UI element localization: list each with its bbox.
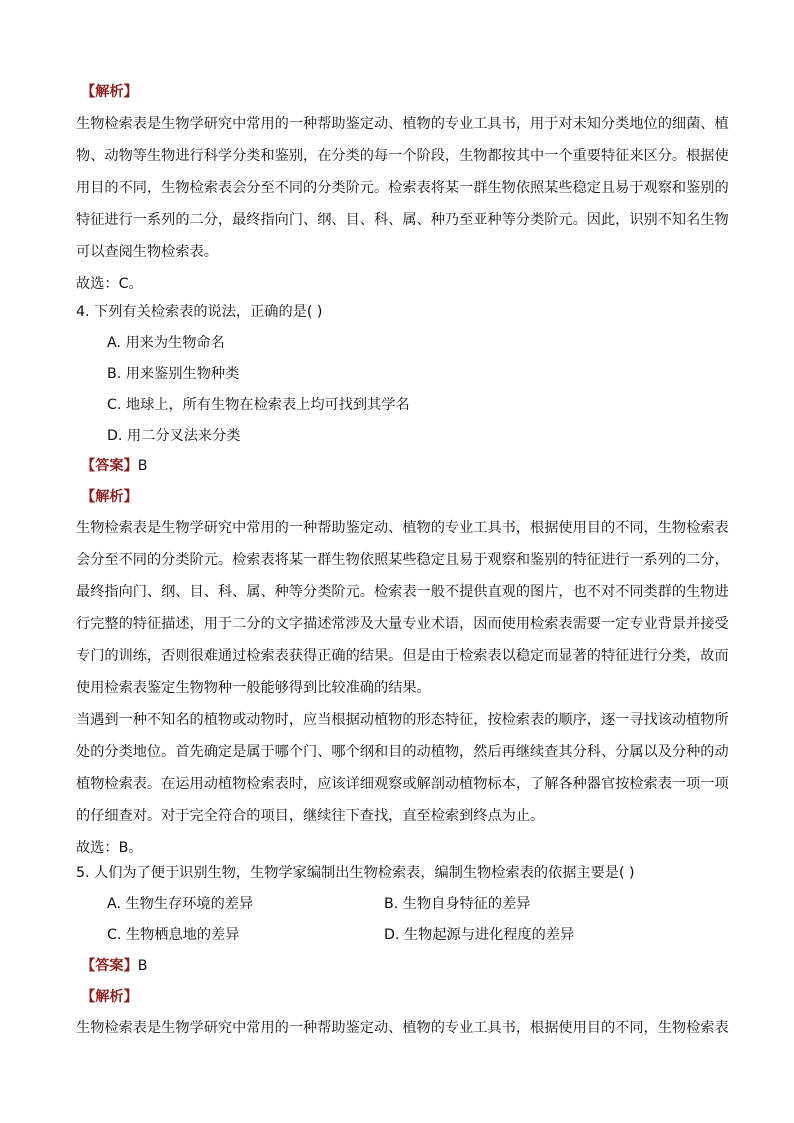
analysis-line: 行完整的特征描述，用于二分的文字描述常涉及大量专业术语，因而使用检索表需要一定专业背景并接受 — [76, 616, 729, 632]
analysis-line: 植物检索表。在运用动植物检索表时，应该详细观察或解剖动植物标本，了解各种器官按检索表一项一项 — [76, 776, 729, 792]
analysis-line: 特征进行一系列的二分，最终指向门、纲、目、科、属、种乃至亚种等分类阶元。因此，识别不知名生物 — [76, 212, 729, 228]
option-b: B. 生物自身特征的差异 — [384, 896, 531, 912]
choice-line: 故选：C。 — [76, 276, 143, 292]
analysis-line: 生物检索表是生物学研究中常用的一种帮助鉴定动、植物的专业工具书，根据使用目的不同，生物检索表 — [76, 520, 729, 536]
analysis-label: 【解析】 — [81, 489, 138, 505]
choice-line: 故选：B。 — [76, 840, 143, 856]
analysis-line: 可以查阅生物检索表。 — [76, 244, 218, 260]
answer-label: 【答案】 — [81, 458, 138, 474]
option-d: D. 用二分叉法来分类 — [107, 428, 241, 444]
analysis-line: 最终指向门、纲、目、科、属、种等分类阶元。检索表一般不提供直观的图片，也不对不同类群的生物进 — [76, 584, 729, 600]
analysis-tag — [81, 987, 138, 1007]
question-stem-5: 5. 人们为了便于识别生物，生物学家编制出生物检索表，编制生物检索表的依据主要是( ) — [76, 865, 635, 881]
answer-line — [81, 956, 148, 976]
analysis-line: 生物检索表是生物学研究中常用的一种帮助鉴定动、植物的专业工具书，用于对未知分类地位的细菌、植 — [76, 116, 729, 132]
analysis-line: 生物检索表是生物学研究中常用的一种帮助鉴定动、植物的专业工具书，根据使用目的不同，生物检索表 — [76, 1020, 729, 1036]
option-a: A. 生物生存环境的差异 — [107, 896, 254, 912]
analysis-line: 会分至不同的分类阶元。检索表将某一群生物依照某些稳定且易于观察和鉴别的特征进行一系列的二分， — [76, 552, 729, 568]
option-d: D. 生物起源与进化程度的差异 — [384, 927, 575, 943]
answer-value: B — [137, 958, 148, 974]
option-a: A. 用来为生物命名 — [107, 335, 225, 351]
answer-label: 【答案】 — [81, 958, 138, 974]
analysis-line: 处的分类地位。首先确定是属于哪个门、哪个纲和目的动植物，然后再继续查其分科、分属以及分种的动 — [76, 744, 729, 760]
option-c: C. 地球上，所有生物在检索表上均可找到其学名 — [107, 397, 410, 413]
answer-value: B — [137, 458, 148, 474]
question-stem-4: 4. 下列有关检索表的说法，正确的是( ) — [76, 304, 323, 320]
analysis-label: 【解析】 — [81, 989, 138, 1005]
analysis-line: 用目的不同，生物检索表会分至不同的分类阶元。检索表将某一群生物依照某些稳定且易于观察和鉴别的 — [76, 180, 729, 196]
analysis-line: 使用检索表鉴定生物物种一般能够得到比较准确的结果。 — [76, 680, 431, 696]
option-b: B. 用来鉴别生物种类 — [107, 366, 240, 382]
analysis-line: 专门的训练，否则很难通过检索表获得正确的结果。但是由于检索表以稳定而显著的特征进行分类，故而 — [76, 648, 729, 664]
analysis-tag — [81, 82, 138, 102]
analysis-label: 【解析】 — [81, 84, 138, 100]
analysis-line: 当遇到一种不知名的植物或动物时，应当根据动植物的形态特征，按检索表的顺序，逐一寻找该动植物所 — [76, 712, 729, 728]
analysis-tag — [81, 487, 138, 507]
analysis-line: 物、动物等生物进行科学分类和鉴别，在分类的每一个阶段，生物都按其中一个重要特征来区分。根据使 — [76, 148, 729, 164]
option-c: C. 生物栖息地的差异 — [107, 927, 240, 943]
answer-line — [81, 456, 148, 476]
analysis-line: 的仔细查对。对于完全符合的项目，继续往下查找，直至检索到终点为止。 — [76, 808, 545, 824]
